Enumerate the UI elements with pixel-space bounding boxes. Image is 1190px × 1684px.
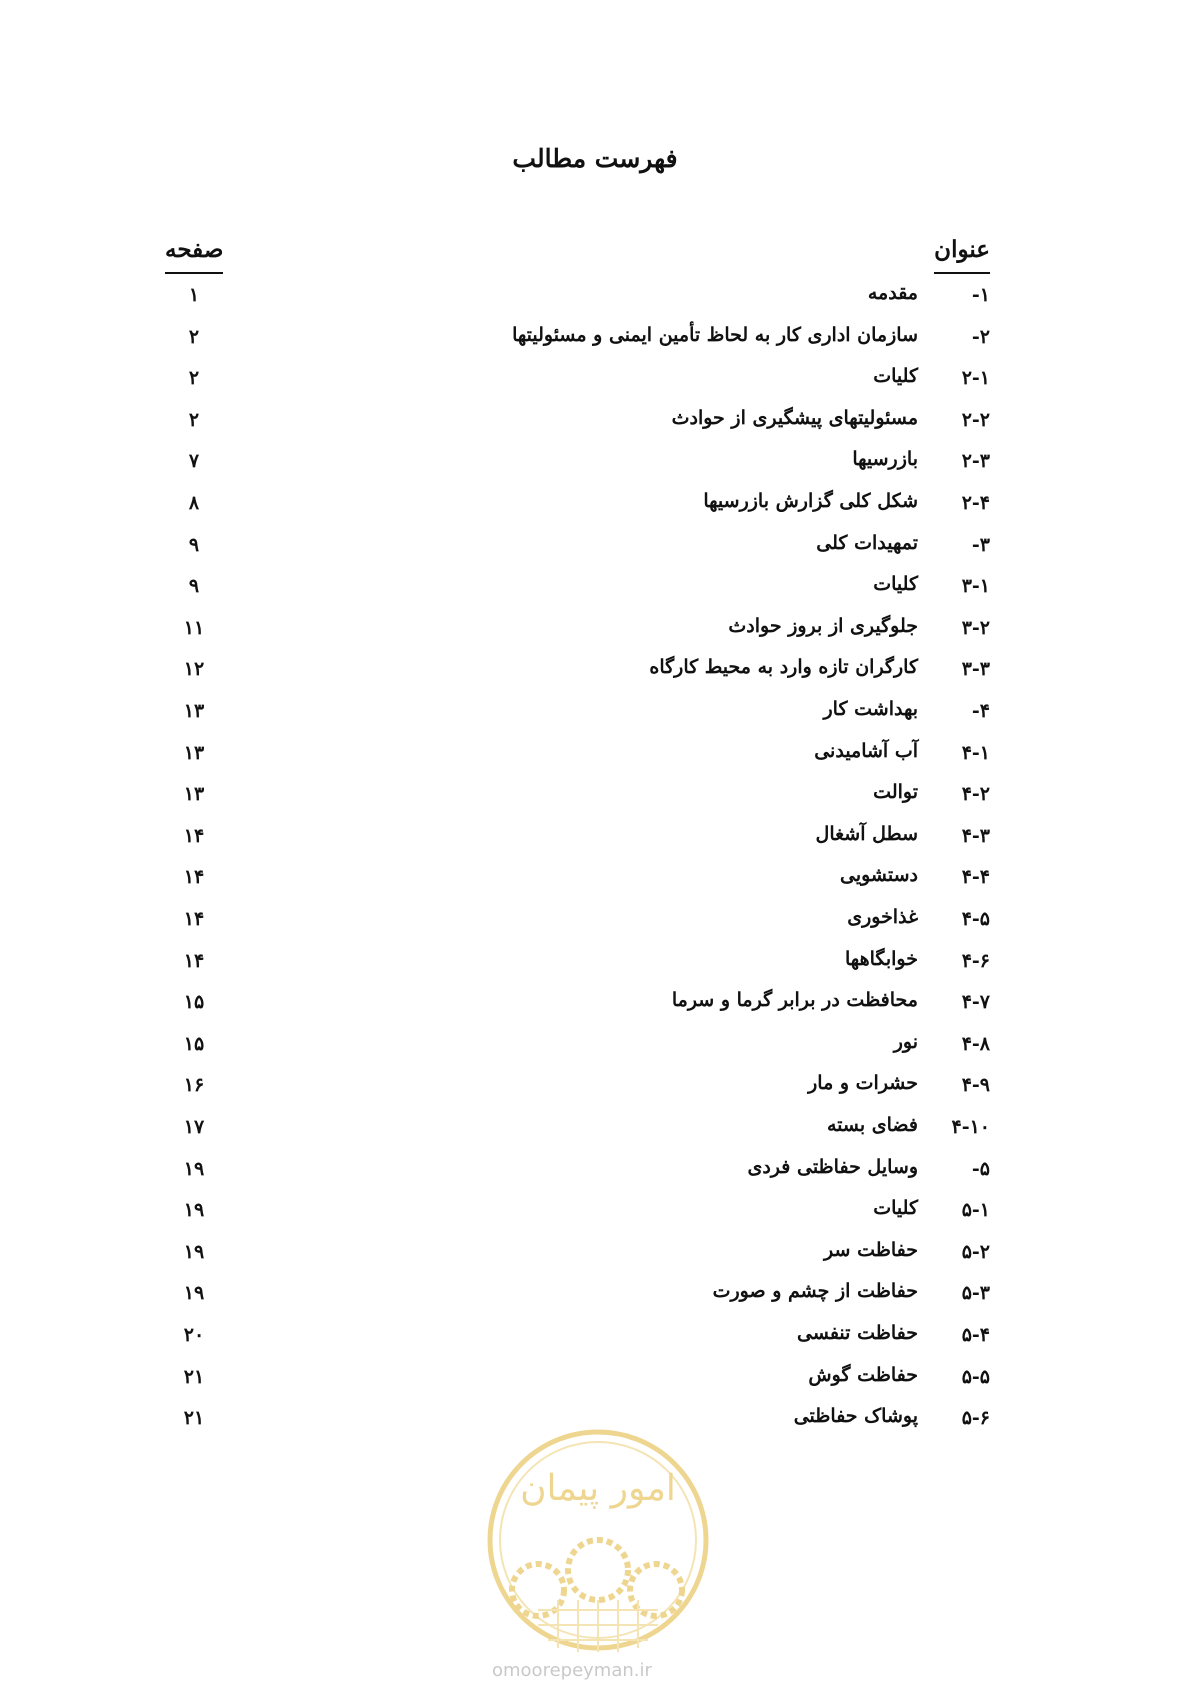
toc-section-title: حشرات و مار (808, 1072, 918, 1095)
toc-page-number: ۲ (188, 367, 200, 390)
page-title: فهرست مطالب (512, 144, 678, 173)
watermark-logo (478, 1420, 718, 1660)
toc-page-number: ۲ (188, 325, 200, 348)
toc-section-number: ۴-۱۰ (951, 1116, 990, 1138)
toc-page-number: ۲ (188, 408, 200, 431)
watermark-logo-text: امور پیمان (520, 1468, 676, 1509)
toc-row (0, 484, 1190, 528)
toc-page-number: ۱۴ (183, 908, 205, 930)
column-header-title: عنوان (934, 236, 990, 263)
toc-row (0, 692, 1190, 736)
toc-section-number: ۵-۳ (961, 1282, 990, 1305)
toc-section-number: ۲-۳ (961, 450, 990, 473)
toc-page-number: ۱۵ (183, 991, 205, 1014)
toc-row (0, 609, 1190, 653)
toc-section-number: ۴-۷ (961, 991, 990, 1014)
toc-section-title: کلیات (873, 573, 918, 596)
toc-row (0, 650, 1190, 694)
toc-section-number: ۴-۴ (961, 866, 990, 889)
toc-row (0, 401, 1190, 445)
toc-section-number: ۵-۲ (961, 1240, 990, 1263)
toc-row (0, 817, 1190, 861)
toc-row (0, 359, 1190, 403)
toc-row (0, 1274, 1190, 1318)
toc-page-number: ۱۳ (183, 700, 205, 722)
toc-section-title: مقدمه (867, 282, 918, 304)
toc-section-title: حفاظت گوش (808, 1363, 918, 1386)
toc-section-number: ۵-۱ (961, 1199, 990, 1222)
column-header-title-underline (934, 272, 990, 274)
toc-page-number: ۲۰ (183, 1324, 205, 1346)
toc-section-title: نور (893, 1030, 918, 1053)
toc-section-title: پوشاک حفاظتی (793, 1405, 918, 1428)
toc-section-number: ۴-۱ (961, 741, 990, 764)
toc-section-number: ۴-۸ (961, 1032, 990, 1055)
toc-row (0, 858, 1190, 902)
toc-section-title: وسایل حفاظتی فردی (747, 1155, 918, 1178)
toc-section-title: بهداشت کار (823, 698, 918, 720)
toc-row (0, 526, 1190, 570)
toc-section-number: ۳- (971, 533, 990, 556)
toc-section-number: ۲-۴ (961, 492, 990, 514)
toc-row (0, 442, 1190, 486)
toc-section-title: دستشویی (839, 864, 918, 887)
toc-section-number: ۲- (971, 325, 990, 348)
toc-row (0, 1025, 1190, 1069)
toc-page-number: ۱ (188, 284, 200, 306)
toc-section-number: ۵-۶ (961, 1407, 990, 1430)
toc-section-title: مسئولیتهای پیشگیری از حوادث (671, 406, 918, 429)
toc-page-number: ۱۴ (183, 949, 205, 972)
toc-page-number: ۱۹ (183, 1240, 205, 1263)
toc-section-title: سازمان اداری کار به لحاظ تأمین ایمنی و مسئولیتها (512, 323, 918, 346)
toc-section-number: ۳-۲ (961, 616, 990, 639)
toc-page-number: ۱۴ (183, 824, 205, 847)
toc-page-number: ۱۹ (183, 1282, 205, 1305)
toc-section-title: شکل کلی گزارش بازرسیها (703, 490, 918, 512)
toc-section-title: حفاظت تنفسی (797, 1322, 918, 1344)
column-header-page: صفحه (165, 236, 224, 263)
toc-section-number: ۲-۱ (961, 367, 990, 390)
toc-section-number: ۳-۳ (961, 658, 990, 681)
toc-row (0, 567, 1190, 611)
toc-section-number: ۵-۴ (961, 1324, 990, 1346)
toc-page-number: ۷ (188, 450, 200, 473)
toc-row (0, 1066, 1190, 1110)
toc-section-title: توالت (873, 781, 918, 804)
toc-row (0, 318, 1190, 362)
toc-section-title: غذاخوری (847, 906, 918, 928)
toc-page-number: ۱۹ (183, 1199, 205, 1222)
toc-page-number: ۱۳ (183, 783, 205, 806)
toc-page-number: ۹ (188, 533, 200, 556)
watermark-site: omoorepeyman.ir (492, 1660, 652, 1681)
toc-page-number: ۱۵ (183, 1032, 205, 1055)
toc-page-number: ۱۶ (183, 1074, 205, 1097)
toc-section-number: ۴-۵ (961, 908, 990, 930)
toc-page-number: ۱۱ (183, 616, 205, 639)
toc-section-title: کلیات (873, 365, 918, 388)
toc-section-title: خوابگاهها (845, 947, 918, 970)
toc-section-title: حفاظت سر (824, 1238, 918, 1261)
toc-section-title: جلوگیری از بروز حوادث (728, 614, 918, 637)
toc-section-number: ۱- (971, 284, 990, 306)
toc-section-number: ۴-۹ (961, 1074, 990, 1097)
toc-section-number: ۴-۲ (961, 783, 990, 806)
toc-section-title: بازرسیها (852, 448, 918, 471)
column-header-page-underline (165, 272, 223, 274)
toc-row (0, 900, 1190, 944)
toc-row (0, 983, 1190, 1027)
toc-row (0, 1150, 1190, 1194)
toc-section-number: ۳-۱ (961, 575, 990, 598)
toc-section-title: تمهیدات کلی (816, 531, 918, 554)
toc-section-number: ۵-۵ (961, 1365, 990, 1388)
toc-section-title: حفاظت از چشم و صورت (712, 1280, 918, 1303)
toc-section-title: فضای بسته (827, 1114, 918, 1136)
toc-section-number: ۴-۶ (961, 949, 990, 972)
toc-section-title: آب آشامیدنی (814, 739, 918, 762)
toc-row (0, 1108, 1190, 1152)
toc-row (0, 734, 1190, 778)
toc-page-number: ۹ (188, 575, 200, 598)
toc-page-number: ۱۷ (183, 1116, 205, 1138)
toc-section-number: ۵- (971, 1157, 990, 1180)
toc-page-number: ۱۴ (183, 866, 205, 889)
toc-row (0, 1316, 1190, 1360)
toc-row (0, 1358, 1190, 1402)
toc-page-number: ۲۱ (183, 1365, 205, 1388)
toc-section-number: ۴-۳ (961, 824, 990, 847)
toc-section-number: ۴- (971, 700, 990, 722)
toc-row (0, 942, 1190, 986)
toc-page-number: ۱۲ (183, 658, 205, 681)
toc-row (0, 775, 1190, 819)
toc-page-number: ۱۹ (183, 1157, 205, 1180)
toc-row (0, 1191, 1190, 1235)
toc-row (0, 1233, 1190, 1277)
toc-section-number: ۲-۲ (961, 408, 990, 431)
toc-section-title: سطل آشغال (815, 822, 918, 845)
toc-page-number: ۸ (188, 492, 200, 514)
toc-page-number: ۱۳ (183, 741, 205, 764)
toc-section-title: محافظت در برابر گرما و سرما (671, 989, 918, 1012)
toc-row (0, 276, 1190, 320)
toc-section-title: کارگران تازه وارد به محیط کارگاه (649, 656, 918, 679)
toc-page-number: ۲۱ (183, 1407, 205, 1430)
toc-section-title: کلیات (873, 1197, 918, 1220)
